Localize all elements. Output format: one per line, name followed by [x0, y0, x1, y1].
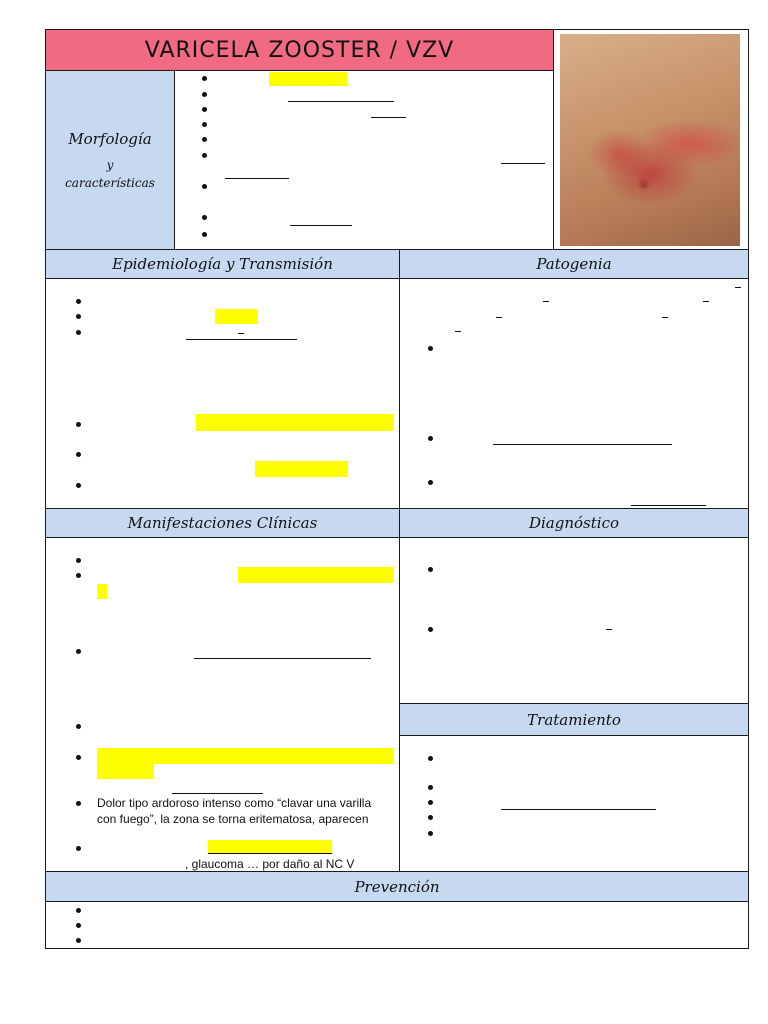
highlight-mark	[215, 309, 258, 324]
bullet	[202, 215, 207, 220]
bullet	[202, 107, 207, 112]
bullet	[428, 815, 433, 820]
patogenia-header: Patogenia	[399, 249, 749, 279]
bullet	[76, 299, 81, 304]
underline-mark	[225, 178, 289, 179]
tratamiento-content-cell	[399, 735, 749, 872]
underline-mark	[288, 101, 394, 102]
bullet	[428, 346, 433, 351]
manifestaciones-dolor-text-line1: Dolor tipo ardoroso intenso como “clavar una varilla	[97, 796, 372, 810]
bullet	[76, 483, 81, 488]
highlight-mark	[97, 763, 154, 779]
morfologia-label-line1: Morfología	[68, 130, 152, 148]
manifestaciones-header: Manifestaciones Clínicas	[45, 508, 400, 538]
bullet	[428, 800, 433, 805]
dash-mark	[606, 629, 612, 630]
underline-mark	[501, 163, 545, 164]
highlight-mark	[238, 567, 393, 583]
underline-mark	[501, 809, 656, 810]
bullet	[428, 627, 433, 632]
bullet	[76, 573, 81, 578]
skin-rash-photo-icon	[560, 34, 740, 246]
bullet	[202, 184, 207, 189]
highlight-mark	[97, 584, 107, 599]
highlight-mark	[255, 461, 348, 477]
page-title: VARICELA ZOOSTER / VZV	[45, 29, 554, 71]
bullet	[202, 76, 207, 81]
bullet	[76, 314, 81, 319]
bullet	[428, 480, 433, 485]
highlight-mark	[97, 748, 393, 764]
bullet	[76, 330, 81, 335]
manifestaciones-dolor-text-line2: con fuego”, la zona se torna eritematosa, aparecen	[97, 812, 369, 826]
bullet	[76, 755, 81, 760]
photo-cell	[553, 29, 749, 250]
manifestaciones-glaucoma-text: , glaucoma … por daño al NC V	[185, 857, 355, 871]
bullet	[202, 92, 207, 97]
bullet	[202, 137, 207, 142]
underline-mark	[194, 658, 371, 659]
bullet	[76, 649, 81, 654]
dash-mark	[238, 333, 244, 334]
patogenia-content-cell	[399, 278, 749, 509]
bullet	[76, 452, 81, 457]
prevencion-content-cell	[45, 901, 749, 949]
underline-mark	[371, 117, 406, 118]
bullet	[76, 938, 81, 943]
bullet	[202, 153, 207, 158]
bullet	[76, 908, 81, 913]
bullet	[76, 923, 81, 928]
underline-mark	[631, 505, 706, 506]
dash-mark	[496, 317, 502, 318]
bullet	[202, 232, 207, 237]
dash-mark	[703, 301, 709, 302]
morfologia-label-line3: características	[65, 176, 155, 190]
underline-mark	[493, 444, 672, 445]
bullet	[76, 846, 81, 851]
morfologia-label-line2: y	[106, 158, 114, 172]
morfologia-label-cell	[45, 70, 175, 250]
bullet	[76, 422, 81, 427]
dash-mark	[735, 287, 741, 288]
prevencion-header: Prevención	[45, 871, 749, 902]
epidemiologia-header: Epidemiología y Transmisión	[45, 249, 400, 279]
diagnostico-content-cell	[399, 537, 749, 704]
dash-mark	[455, 331, 461, 332]
tratamiento-header: Tratamiento	[399, 703, 749, 736]
underline-mark	[186, 339, 297, 340]
bullet	[76, 724, 81, 729]
bullet	[428, 831, 433, 836]
highlight-mark	[208, 840, 332, 853]
highlight-mark	[269, 72, 347, 86]
bullet	[202, 122, 207, 127]
bullet	[76, 558, 81, 563]
bullet	[428, 436, 433, 441]
dash-mark	[543, 301, 549, 302]
underline-mark	[172, 793, 263, 794]
diagnostico-header: Diagnóstico	[399, 508, 749, 538]
dash-mark	[662, 317, 668, 318]
bullet	[428, 567, 433, 572]
highlight-mark	[196, 414, 393, 431]
bullet	[428, 756, 433, 761]
morfologia-content-cell	[174, 70, 554, 250]
bullet	[76, 801, 81, 806]
bullet	[428, 785, 433, 790]
underline-mark	[208, 853, 332, 854]
underline-mark	[290, 225, 352, 226]
